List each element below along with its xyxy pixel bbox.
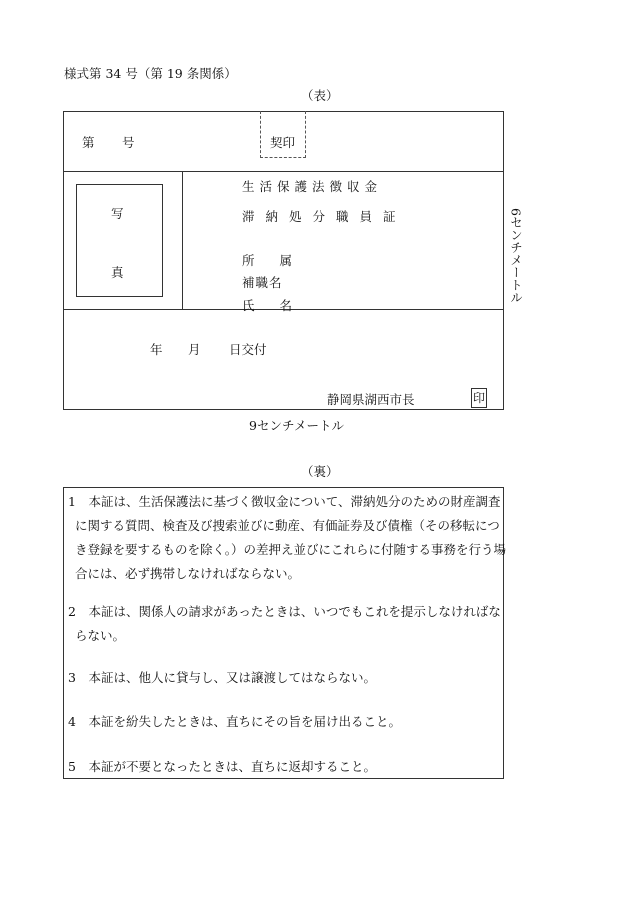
back-item-number: 2 [68, 604, 76, 619]
affiliation-label: 所属 [242, 253, 318, 268]
back-item-number: 5 [68, 759, 76, 774]
card-width-note: 9センチメートル [249, 418, 344, 433]
back-item-number: 3 [68, 670, 76, 685]
back-item-4 [68, 710, 506, 734]
tally-seal-label: 契印 [270, 135, 296, 150]
position-label: 補職名 [242, 275, 283, 290]
issuer-seal: 印 [471, 388, 487, 408]
back-item-text: 本証は、生活保護法に基づく徴収金について、滞納処分のための財産調査に関する質問、検査及び捜索並びに動産、有価証券及び債権（その移転につき登録を要するものを除く。）の差押え並びにこれらに付随する事務を行う場合には、必ず携帯しなければならない。 [75, 494, 507, 581]
photo-label-2: 真 [111, 265, 124, 280]
front-label: （表） [301, 88, 339, 103]
card-height-note: 6センチメートル [508, 208, 524, 304]
date-year-label: 年 [150, 342, 163, 357]
back-item-text: 本証は、関係人の請求があったときは、いつでもこれを提示しなければならない。 [75, 604, 501, 643]
card-title-line-1: 生活保護法徴収金 [242, 179, 383, 194]
card-divider-vertical [182, 171, 183, 309]
form-title: 様式第 34 号（第 19 条関係） [64, 66, 237, 81]
number-label-prefix: 第 [82, 135, 95, 150]
back-item-2 [68, 600, 506, 648]
back-item-text: 本証は、他人に貸与し、又は譲渡してはならない。 [88, 670, 376, 685]
number-label-suffix: 号 [122, 135, 135, 150]
date-issued-label: 日交付 [229, 342, 267, 357]
name-label: 氏名 [242, 298, 318, 313]
card-divider-top [63, 171, 504, 172]
card-title-line-2: 滞納処分職員証 [242, 209, 407, 224]
date-month-label: 月 [188, 342, 201, 357]
back-item-number: 1 [68, 494, 76, 509]
back-item-text: 本証が不要となったときは、直ちに返却すること。 [88, 759, 376, 774]
back-item-3 [68, 666, 506, 690]
back-label: （裏） [301, 464, 339, 479]
photo-label-1: 写 [111, 206, 124, 221]
back-item-text: 本証を紛失したときは、直ちにその旨を届け出ること。 [88, 714, 401, 729]
back-item-number: 4 [68, 714, 76, 729]
issuer-name: 静岡県湖西市長 [327, 392, 415, 407]
back-item-1 [68, 490, 506, 586]
back-item-5 [68, 755, 506, 779]
